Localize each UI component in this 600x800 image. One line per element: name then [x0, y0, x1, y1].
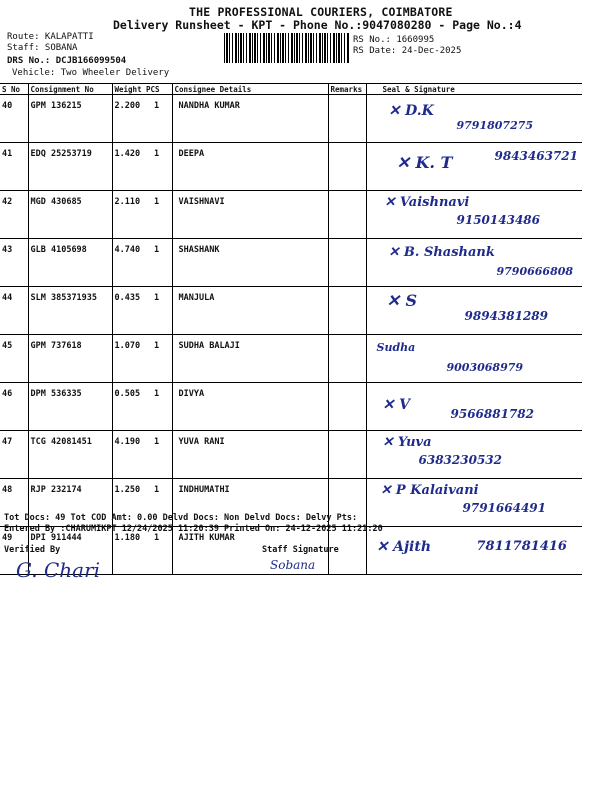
handwritten-phone: 9894381289	[464, 309, 548, 323]
remarks-cell	[328, 287, 366, 335]
verified-by-label: Verified By	[4, 545, 61, 555]
col-header-signature: Seal & Signature	[366, 84, 582, 95]
sno-cell: 47	[0, 431, 28, 479]
sno-cell: 48	[0, 479, 28, 527]
consignment-cell: TCG 42081451	[28, 431, 112, 479]
weight-cell: 0.435	[112, 287, 144, 335]
consignee-cell: MANJULA	[172, 287, 328, 335]
sno-cell: 43	[0, 239, 28, 287]
pcs-cell: 1	[144, 287, 172, 335]
handwritten-signature: ✕ V	[382, 397, 410, 413]
signature-cell	[366, 383, 582, 431]
pcs-cell: 1	[144, 191, 172, 239]
pcs-cell: 1	[144, 527, 172, 575]
remarks-cell	[328, 431, 366, 479]
weight-cell: 0.505	[112, 383, 144, 431]
staff-signature-label: Staff Signature	[262, 545, 339, 555]
handwritten-signature: ✕ Yuva	[382, 435, 432, 450]
handwritten-phone: 7811781416	[476, 539, 567, 554]
pcs-cell: 1	[144, 431, 172, 479]
handwritten-signature: ✕ P Kalaivani	[380, 483, 479, 498]
consignee-cell: DIVYA	[172, 383, 328, 431]
consignment-cell: EDQ 25253719	[28, 143, 112, 191]
table-row	[0, 431, 582, 479]
consignee-cell: YUVA RANI	[172, 431, 328, 479]
signature-cell	[366, 239, 582, 287]
handwritten-signature: ✕ B. Shashank	[388, 245, 495, 260]
sno-cell: 41	[0, 143, 28, 191]
weight-cell: 2.200	[112, 95, 144, 143]
sno-cell: 40	[0, 95, 28, 143]
handwritten-phone: 6383230532	[418, 453, 502, 467]
consignee-cell: VAISHNAVI	[172, 191, 328, 239]
consignee-cell: AJITH KUMAR	[172, 527, 328, 575]
consignment-cell: MGD 430685	[28, 191, 112, 239]
col-header-weight: Weight	[112, 84, 144, 95]
pcs-cell: 1	[144, 239, 172, 287]
handwritten-signature: ✕ D.K	[388, 103, 434, 119]
signature-cell	[366, 479, 582, 527]
table-row	[0, 191, 582, 239]
sno-cell: 49	[0, 527, 28, 575]
handwritten-phone: 9791664491	[462, 501, 546, 515]
pcs-cell: 1	[144, 95, 172, 143]
table-row	[0, 143, 582, 191]
rs-date: RS Date: 24-Dec-2025	[353, 46, 462, 56]
drs-number: DRS No.: DCJB166099504	[7, 56, 127, 66]
consignment-cell: RJP 232174	[28, 479, 112, 527]
handwritten-signature: ✕ Vaishnavi	[384, 195, 470, 210]
handwritten-phone: 9150143486	[456, 213, 540, 227]
sno-cell: 46	[0, 383, 28, 431]
weight-cell: 1.180	[112, 527, 144, 575]
pcs-cell: 1	[144, 335, 172, 383]
weight-cell: 1.420	[112, 143, 144, 191]
handwritten-phone: 9566881782	[450, 407, 534, 421]
table-row	[0, 287, 582, 335]
table-row	[0, 239, 582, 287]
barcode-image	[224, 33, 349, 63]
weight-cell: 1.070	[112, 335, 144, 383]
weight-cell: 4.190	[112, 431, 144, 479]
handwritten-signature: ✕ K. T	[396, 153, 453, 172]
remarks-cell	[328, 191, 366, 239]
weight-cell: 1.250	[112, 479, 144, 527]
route-label: Route: KALAPATTI	[7, 32, 94, 42]
totals-line: Tot Docs: 49 Tot COD Amt: 0.00 Delvd Docs: Non Delvd Docs: Delvy Pts:	[4, 513, 358, 523]
signature-cell	[366, 527, 582, 575]
col-header-sno: S No	[0, 84, 28, 95]
handwritten-phone: 9791807275	[456, 119, 534, 132]
signature-cell	[366, 191, 582, 239]
signature-cell	[366, 287, 582, 335]
consignment-cell: SLM 385371935	[28, 287, 112, 335]
sno-cell: 45	[0, 335, 28, 383]
staff-signature: Sobana	[270, 558, 316, 572]
runsheet-table	[0, 83, 582, 575]
verifier-signature: G. Chari	[16, 558, 101, 582]
table-row	[0, 95, 582, 143]
pcs-cell: 1	[144, 479, 172, 527]
consignee-cell: SUDHA BALAJI	[172, 335, 328, 383]
signature-cell	[366, 143, 582, 191]
pcs-cell: 1	[144, 143, 172, 191]
table-header-row	[0, 84, 582, 95]
document-title: THE PROFESSIONAL COURIERS, COIMBATORE	[189, 5, 453, 19]
rs-number: RS No.: 1660995	[353, 35, 435, 45]
handwritten-phone: 9790666808	[496, 265, 574, 278]
handwritten-signature: ✕ S	[386, 291, 418, 310]
consignee-cell: SHASHANK	[172, 239, 328, 287]
staff-label: Staff: SOBANA	[7, 43, 78, 53]
remarks-cell	[328, 239, 366, 287]
sno-cell: 42	[0, 191, 28, 239]
consignee-cell: DEEPA	[172, 143, 328, 191]
consignment-cell: GPM 136215	[28, 95, 112, 143]
weight-cell: 2.110	[112, 191, 144, 239]
document-subtitle: Delivery Runsheet - KPT - Phone No.:9047080280 - Page No.:4	[113, 18, 522, 32]
sno-cell: 44	[0, 287, 28, 335]
consignee-cell: INDHUMATHI	[172, 479, 328, 527]
handwritten-signature: Sudha	[376, 341, 416, 354]
remarks-cell	[328, 95, 366, 143]
col-header-pcs: PCS	[144, 84, 172, 95]
consignment-cell: DPM 536335	[28, 383, 112, 431]
handwritten-signature: ✕ Ajith	[376, 539, 431, 555]
remarks-cell	[328, 335, 366, 383]
pcs-cell: 1	[144, 383, 172, 431]
consignment-cell: DPI 911444	[28, 527, 112, 575]
signature-cell	[366, 95, 582, 143]
signature-cell	[366, 335, 582, 383]
table-row	[0, 335, 582, 383]
remarks-cell	[328, 383, 366, 431]
remarks-cell	[328, 143, 366, 191]
vehicle-label: Vehicle: Two Wheeler Delivery	[12, 68, 170, 78]
col-header-consignment: Consignment No	[28, 84, 112, 95]
consignee-cell: NANDHA KUMAR	[172, 95, 328, 143]
table-row	[0, 383, 582, 431]
entered-by-line: Entered By :CHARUMIKPT 12/24/2025 11:20:39 Printed On: 24-12-2025 11:21:20	[4, 524, 383, 534]
consignment-cell: GPM 737618	[28, 335, 112, 383]
handwritten-phone: 9843463721	[494, 149, 578, 163]
weight-cell: 4.740	[112, 239, 144, 287]
signature-cell	[366, 431, 582, 479]
handwritten-phone: 9003068979	[446, 361, 524, 374]
col-header-remarks: Remarks	[328, 84, 366, 95]
col-header-consignee: Consignee Details	[172, 84, 328, 95]
consignment-cell: GLB 4105698	[28, 239, 112, 287]
